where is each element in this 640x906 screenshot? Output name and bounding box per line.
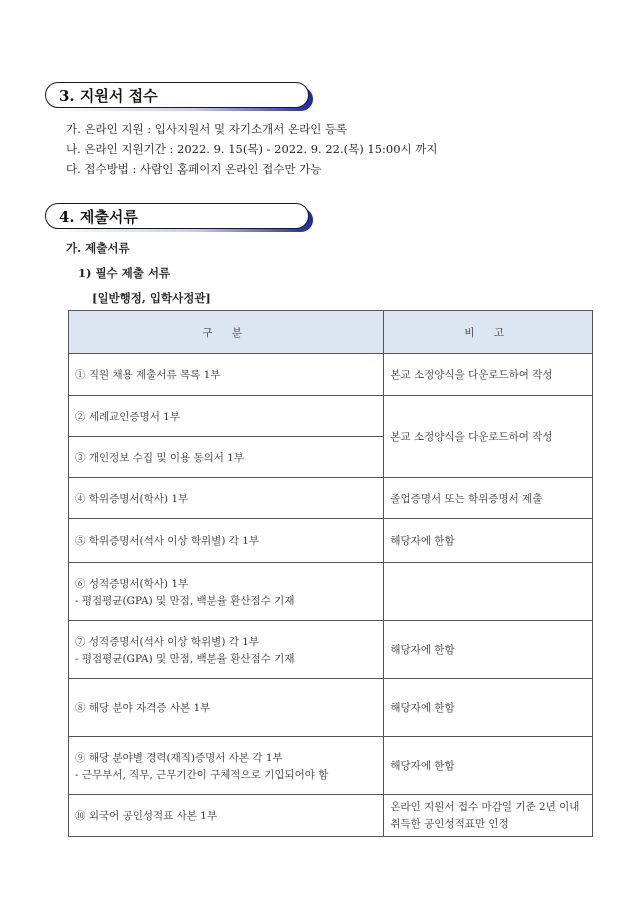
- section-3-item-b: 나. 온라인 지원기간 : 2022. 9. 15(목) - 2022. 9. 22.(목) 15:00시 까지: [66, 142, 438, 156]
- header-category: 구 분: [69, 311, 384, 354]
- row-note: 온라인 지원서 접수 마감일 기준 2년 이내 취득한 공인성적표만 인정: [384, 795, 593, 837]
- documents-table: [68, 310, 593, 837]
- row-item: ⑦ 성적증명서(석사 이상 학위별) 각 1부: [75, 635, 260, 648]
- section-3-item-a: 가. 온라인 지원 : 입사지원서 및 자기소개서 온라인 등록: [66, 122, 348, 136]
- table-row: [69, 737, 593, 795]
- row-item: ⑤ 학위증명서(석사 이상 학위별) 각 1부: [69, 519, 384, 563]
- row-detail: - 평점평균(GPA) 및 만점, 백분율 환산점수 기재: [75, 594, 295, 607]
- table-row: [69, 679, 593, 737]
- table-row: [69, 519, 593, 563]
- row-note: 본교 소정양식을 다운로드하여 작성: [384, 354, 593, 396]
- section-4-header: [45, 203, 315, 229]
- row-note-empty: [384, 563, 593, 621]
- row-note: 해당자에 한함: [384, 679, 593, 737]
- section-4-sub-a: 가. 제출서류: [66, 241, 130, 255]
- section-3-title: 3. 지원서 접수: [59, 87, 158, 105]
- row-note: 본교 소정양식을 다운로드하여 작성: [384, 396, 593, 478]
- row-item: ③ 개인정보 수집 및 이용 동의서 1부: [69, 437, 384, 478]
- row-item: ⑥ 성적증명서(학사) 1부: [75, 577, 189, 590]
- section-3-header: [45, 82, 315, 108]
- row-detail: - 평점평균(GPA) 및 만점, 백분율 환산점수 기재: [75, 652, 295, 665]
- row-note: 졸업증명서 또는 학위증명서 제출: [384, 478, 593, 519]
- row-item-cell: [69, 737, 384, 795]
- section-4-sub-1: 1) 필수 제출 서류: [78, 266, 171, 280]
- header-note: 비 고: [384, 311, 593, 354]
- row-item: ④ 학위증명서(학사) 1부: [69, 478, 384, 519]
- table-row: [69, 354, 593, 396]
- row-note: 해당자에 한함: [384, 737, 593, 795]
- row-note: 해당자에 한함: [384, 621, 593, 679]
- section-3-item-c: 다. 접수방법 : 사람인 홈페이지 온라인 접수만 가능: [66, 162, 322, 176]
- row-item-cell: [69, 563, 384, 621]
- table-row: [69, 563, 593, 621]
- row-item: ② 세례교인증명서 1부: [69, 396, 384, 437]
- table-row: [69, 396, 593, 437]
- row-note: 해당자에 한함: [384, 519, 593, 563]
- row-detail: - 근무부서, 직무, 근무기간이 구체적으로 기입되어야 함: [75, 768, 329, 781]
- row-item: ① 직원 채용 제출서류 목록 1부: [69, 354, 384, 396]
- table-row: [69, 621, 593, 679]
- section-4-category: [일반행정, 입학사정관]: [92, 291, 211, 305]
- row-item: ⑩ 외국어 공인성적표 사본 1부: [69, 795, 384, 837]
- table-header-row: [69, 311, 593, 354]
- section-4-title: 4. 제출서류: [59, 208, 138, 226]
- row-item-cell: [69, 621, 384, 679]
- row-item: ⑧ 해당 분야 자격증 사본 1부: [69, 679, 384, 737]
- row-item: ⑨ 해당 분야별 경력(재직)증명서 사본 각 1부: [75, 751, 283, 764]
- table-row: [69, 795, 593, 837]
- table-row: [69, 478, 593, 519]
